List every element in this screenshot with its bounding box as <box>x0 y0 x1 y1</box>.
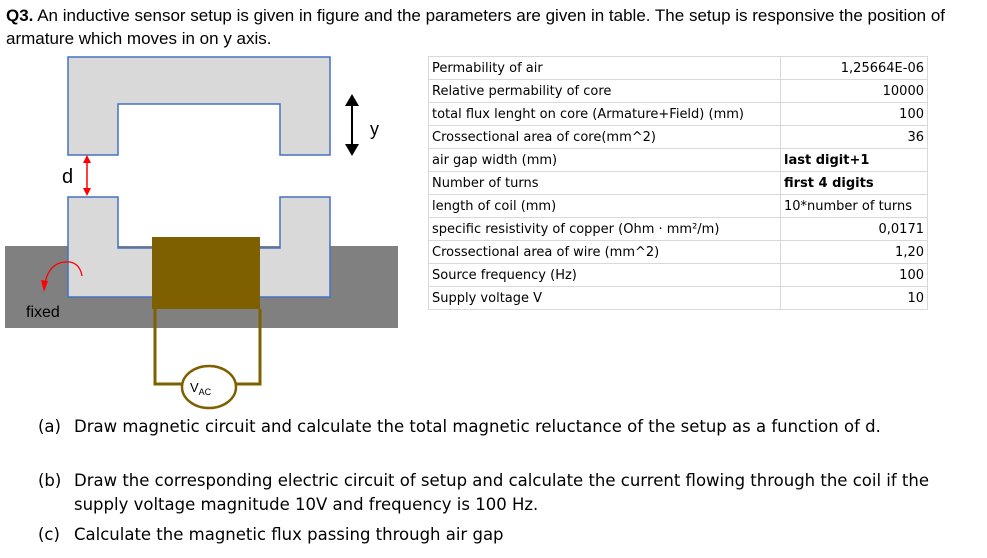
coil <box>152 237 260 309</box>
table-row <box>429 195 928 218</box>
table-row <box>429 103 928 126</box>
table-row <box>429 149 928 172</box>
param-value: 1,25664E-06 <box>781 57 928 80</box>
param-value: 0,0171 <box>781 218 928 241</box>
parameter-table <box>428 56 928 310</box>
param-label: Supply voltage V <box>429 287 781 310</box>
y-label: y <box>370 119 379 139</box>
param-value: 10000 <box>781 80 928 103</box>
param-value: last digit+1 <box>781 149 928 172</box>
table-row <box>429 264 928 287</box>
question-b-text: Draw the corresponding electric circuit of setup and calculate the current flowing through the coil if the supply voltage magnitude 10V and frequency is 100 Hz. <box>74 471 929 514</box>
question-a-text: Draw magnetic circuit and calculate the total magnetic reluctance of the setup as a function of d. <box>74 417 881 436</box>
param-value: 1,20 <box>781 241 928 264</box>
table-row <box>429 126 928 149</box>
armature-core <box>68 57 330 155</box>
param-value: 36 <box>781 126 928 149</box>
question-number: Q3. <box>6 6 34 25</box>
fixed-label: fixed <box>26 304 60 321</box>
param-label: air gap width (mm) <box>429 149 781 172</box>
param-value: first 4 digits <box>781 172 928 195</box>
question-c-text: Calculate the magnetic flux passing through air gap <box>74 525 504 544</box>
param-label: Permability of air <box>429 57 781 80</box>
question-b-letter: (b) <box>38 471 62 490</box>
sensor-figure <box>0 50 420 410</box>
question-a-letter: (a) <box>38 417 61 436</box>
param-value: 10*number of turns <box>781 195 928 218</box>
question-text: An inductive sensor setup is given in figure and the parameters are given in table. The setup is responsive the position of armature which moves in on y axis. <box>6 6 946 48</box>
gap-d-label: d <box>62 166 74 188</box>
param-label: Number of turns <box>429 172 781 195</box>
param-label: specific resistivity of copper (Ohm · mm²/m) <box>429 218 781 241</box>
question-c-letter: (c) <box>38 525 60 544</box>
table-row <box>429 172 928 195</box>
vac-label-sub: AC <box>198 387 212 397</box>
param-label: Crossectional area of wire (mm^2) <box>429 241 781 264</box>
param-label: Crossectional area of core(mm^2) <box>429 126 781 149</box>
param-label: Source frequency (Hz) <box>429 264 781 287</box>
table-row <box>429 80 928 103</box>
question-statement <box>6 4 981 50</box>
param-label: Relative permability of core <box>429 80 781 103</box>
param-value: 100 <box>781 264 928 287</box>
param-label: length of coil (mm) <box>429 195 781 218</box>
table-row <box>429 287 928 310</box>
param-value: 10 <box>781 287 928 310</box>
param-label: total flux lenght on core (Armature+Field) (mm) <box>429 103 781 126</box>
gap-d-arrow <box>83 155 91 196</box>
table-row <box>429 57 928 80</box>
vac-label-main: V <box>190 380 199 395</box>
y-motion-arrow <box>345 94 359 156</box>
table-row <box>429 241 928 264</box>
table-row <box>429 218 928 241</box>
param-value: 100 <box>781 103 928 126</box>
